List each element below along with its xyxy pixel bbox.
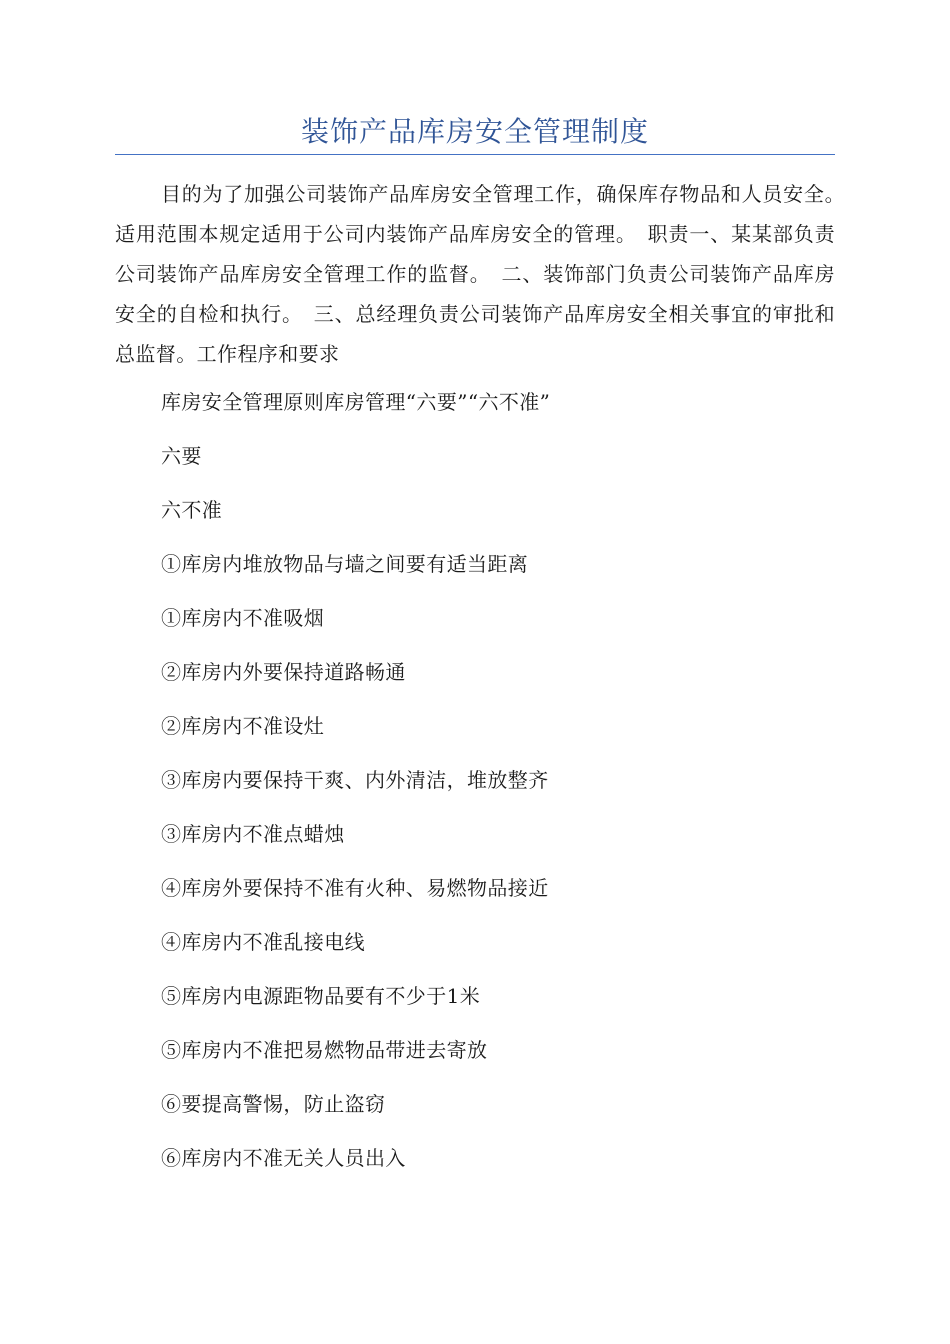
title-underline [115,154,835,155]
rule-item: ②库房内不准设灶 [161,714,325,738]
rule-item: ④库房外要保持不准有火种、易燃物品接近 [161,876,549,900]
rule-item: ⑤库房内不准把易燃物品带进去寄放 [161,1038,488,1062]
rule-item: ⑥库房内不准无关人员出入 [161,1146,406,1170]
rule-item: ①库房内堆放物品与墙之间要有适当距离 [161,552,529,576]
rule-item: ③库房内要保持干爽、内外清洁，堆放整齐 [161,768,549,792]
rule-item: ④库房内不准乱接电线 [161,930,365,954]
principle-line: 库房安全管理原则库房管理“六要”“六不准” [161,390,551,414]
rule-item: ⑤库房内电源距物品要有不少于1米 [161,984,481,1008]
rule-item: ①库房内不准吸烟 [161,606,325,630]
intro-paragraph: 目的为了加强公司装饰产品库房安全管理工作，确保库存物品和人员安全。 适用范围本规定适用于公司内装饰产品库房安全的管理。 职责一、某某部负责公司装饰产品库房安全管理工作的监督。 二、装饰部门负责公司装饰产品库房安全的自检和执行。 三、总经理负责公司装饰产品库房安全相关事宜的审批和总监督。工作程序和要求 [115,182,856,366]
document-title: 装饰产品库房安全管理制度 [300,115,649,148]
rule-item: ③库房内不准点蜡烛 [161,822,345,846]
heading-six-prohibitions: 六不准 [161,498,223,522]
heading-six-musts: 六要 [161,444,202,468]
rule-item: ②库房内外要保持道路畅通 [161,660,406,684]
rule-item: ⑥要提高警惕，防止盗窃 [161,1092,386,1116]
